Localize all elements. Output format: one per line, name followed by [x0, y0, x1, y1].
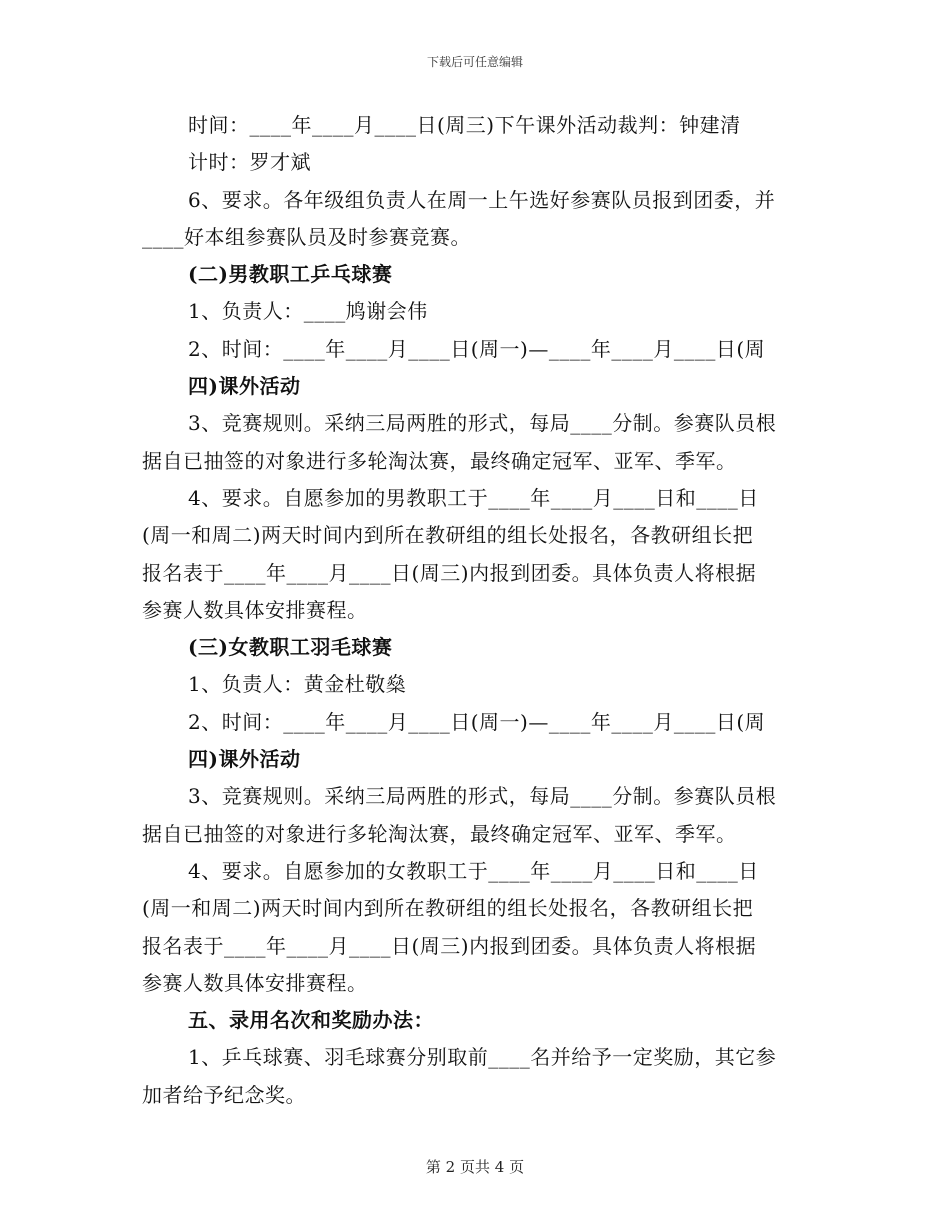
- paragraph-line: 参赛人数具体安排赛程。: [142, 970, 368, 995]
- paragraph-line: 参赛人数具体安排赛程。: [142, 597, 368, 622]
- paragraph-line: 6、要求。各年级组负责人在周一上午选好参赛队员报到团委，并: [188, 187, 776, 212]
- section-heading: 四)课外活动: [188, 374, 301, 399]
- paragraph-line: (周一和周二)两天时间内到所在教研组的组长处报名，各教研组长把: [142, 523, 754, 548]
- document-body: [142, 107, 822, 1114]
- paragraph-line: (周一和周二)两天时间内到所在教研组的组长处报名，各教研组长把: [142, 896, 754, 921]
- paragraph-line: ____好本组参赛队员及时参赛竞赛。: [142, 224, 471, 249]
- page-footer: 第 2 页共 4 页: [425, 1158, 525, 1176]
- section-heading: (二)男教职工乒乓球赛: [188, 262, 393, 287]
- paragraph-line: 计时：罗才斌: [188, 150, 311, 175]
- paragraph-line: 2、时间：____年____月____日(周一)—____年____月____日(周: [188, 336, 766, 361]
- paragraph-line: 4、要求。自愿参加的女教职工于____年____月____日和____日: [188, 858, 759, 883]
- paragraph-line: 据自已抽签的对象进行多轮淘汰赛，最终确定冠军、亚军、季军。: [142, 821, 737, 846]
- section-heading: 五、录用名次和奖励办法：: [188, 1008, 434, 1033]
- paragraph-line: 4、要求。自愿参加的男教职工于____年____月____日和____日: [188, 485, 759, 510]
- paragraph-line: 3、竞赛规则。采纳三局两胜的形式，每局____分制。参赛队员根: [188, 784, 777, 809]
- paragraph-line: 时间：____年____月____日(周三)下午课外活动裁判：钟建清: [188, 113, 741, 137]
- paragraph-line: 据自已抽签的对象进行多轮淘汰赛，最终确定冠军、亚军、季军。: [142, 448, 737, 473]
- paragraph-line: 1、负责人：____鸠谢会伟: [188, 299, 428, 324]
- paragraph-line: 加者给予纪念奖。: [142, 1082, 306, 1107]
- paragraph-line: 1、乒乓球赛、羽毛球赛分别取前____名并给予一定奖励，其它参: [188, 1045, 777, 1070]
- section-heading: 四)课外活动: [188, 747, 301, 772]
- paragraph-line: 1、负责人：黄金杜敬燊: [188, 672, 407, 697]
- paragraph-line: 3、竞赛规则。采纳三局两胜的形式，每局____分制。参赛队员根: [188, 411, 777, 436]
- section-heading: (三)女教职工羽毛球赛: [188, 635, 393, 660]
- paragraph-line: 报名表于____年____月____日(周三)内报到团委。具体负责人将根据: [142, 933, 757, 958]
- paragraph-line: 2、时间：____年____月____日(周一)—____年____月____日(周: [188, 709, 766, 734]
- page-header: 下载后可任意编辑: [426, 55, 523, 69]
- paragraph-line: 报名表于____年____月____日(周三)内报到团委。具体负责人将根据: [142, 560, 757, 585]
